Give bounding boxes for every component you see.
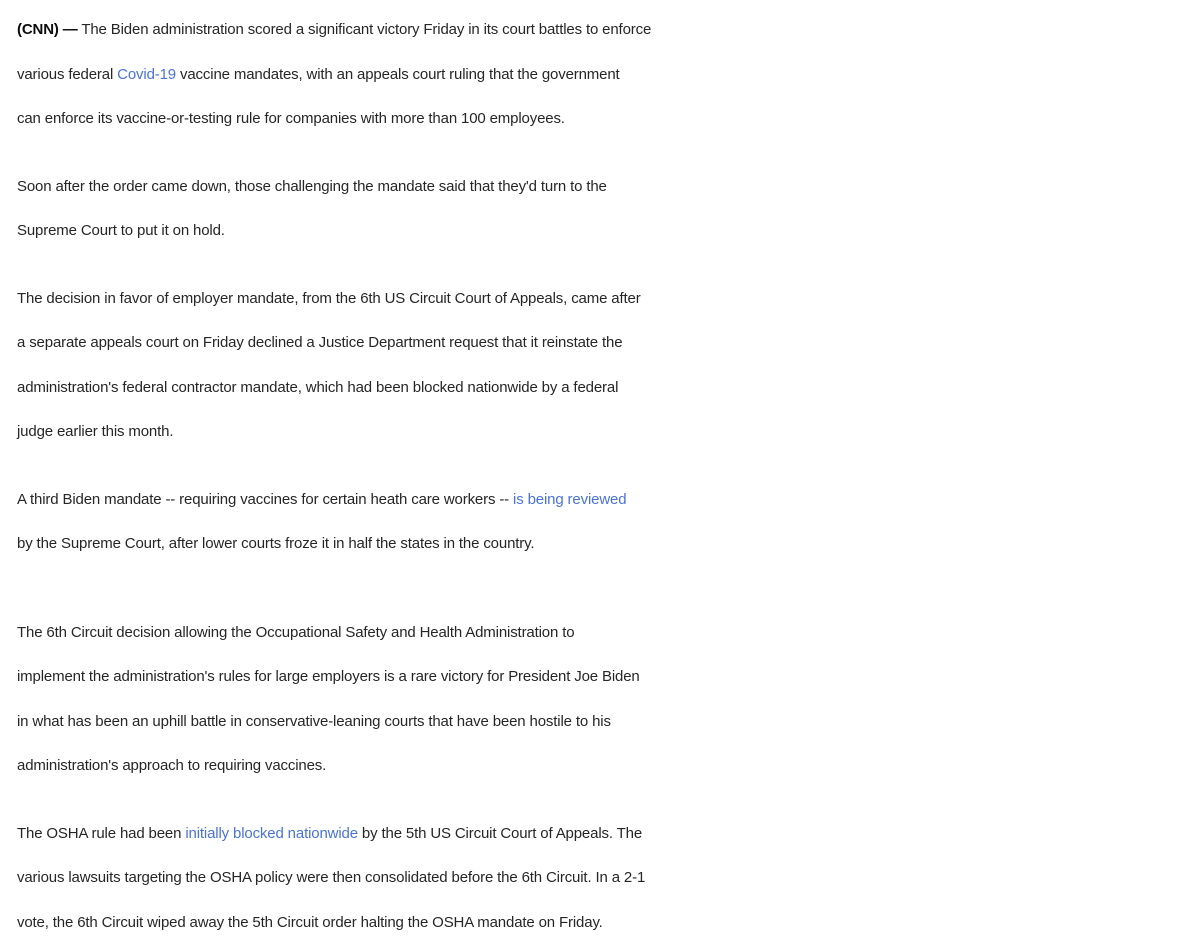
paragraph-3-line-2: a separate appeals court on Friday declined a Justice Department request that it reinstate the [17,334,623,351]
paragraph-1 [17,8,1200,142]
paragraph-1-line-2-pre: various federal [17,65,118,83]
paragraph-4-line-1 [17,478,1200,523]
paragraph-6-line-1-pre: The OSHA rule had been [17,824,186,842]
paragraph-5 [17,611,1200,789]
paragraph-6-line-1 [17,812,1200,857]
paragraph-1-line-1-text: The Biden administration scored a significant victory Friday in its court battles to enforce [77,21,652,38]
paragraph-5-line-4: administration's approach to requiring vaccines. [17,757,327,774]
paragraph-1-line-2 [17,53,1200,98]
paragraph-5-line-3: in what has been an uphill battle in conservative-leaning courts that have been hostile to his [17,712,611,730]
paragraph-6-line-1-post: by the 5th US Circuit Court of Appeals. The [357,824,643,842]
paragraph-1-line-3: can enforce its vaccine-or-testing rule for companies with more than 100 employees. [17,110,565,127]
paragraph-6-line-3: vote, the 6th Circuit wiped away the 5th Circuit order halting the OSHA mandate on Friday. [17,913,603,931]
paragraph-1-line-2-post: vaccine mandates, with an appeals court ruling that the government [176,65,620,83]
paragraph-3-line-4: judge earlier this month. [17,423,174,440]
paragraph-6-line-2: various lawsuits targeting the OSHA policy were then consolidated before the 6th Circuit. In a 2-1 [17,869,646,886]
covid-19-link[interactable]: Covid-19 [117,65,176,83]
paragraph-3 [17,277,1200,455]
paragraph-5-line-2: implement the administration's rules for large employers is a rare victory for President Joe Biden [17,668,640,685]
paragraph-6 [17,812,1200,945]
paragraph-5-line-1: The 6th Circuit decision allowing the Occupational Safety and Health Administration to [17,623,575,641]
paragraph-3-line-3: administration's federal contractor mandate, which had been blocked nationwide by a federal [17,378,619,396]
dateline: (CNN) — [17,21,78,38]
paragraph-4-line-1-pre: A third Biden mandate -- requiring vaccines for certain heath care workers -- [17,490,514,508]
initially-blocked-nationwide-link[interactable]: initially blocked nationwide [185,824,358,842]
paragraph-4-line-2: by the Supreme Court, after lower courts froze it in half the states in the country. [17,535,535,552]
paragraph-4 [17,478,1200,567]
paragraph-2-line-2: Supreme Court to put it on hold. [17,222,225,239]
paragraph-3-line-1: The decision in favor of employer mandate, from the 6th US Circuit Court of Appeals, came after [17,289,641,307]
is-being-reviewed-link[interactable]: is being reviewed [513,490,627,508]
paragraph-2-line-1: Soon after the order came down, those challenging the mandate said that they'd turn to the [17,177,607,195]
paragraph-2 [17,165,1200,254]
paragraph-1-line-1 [17,8,1200,53]
